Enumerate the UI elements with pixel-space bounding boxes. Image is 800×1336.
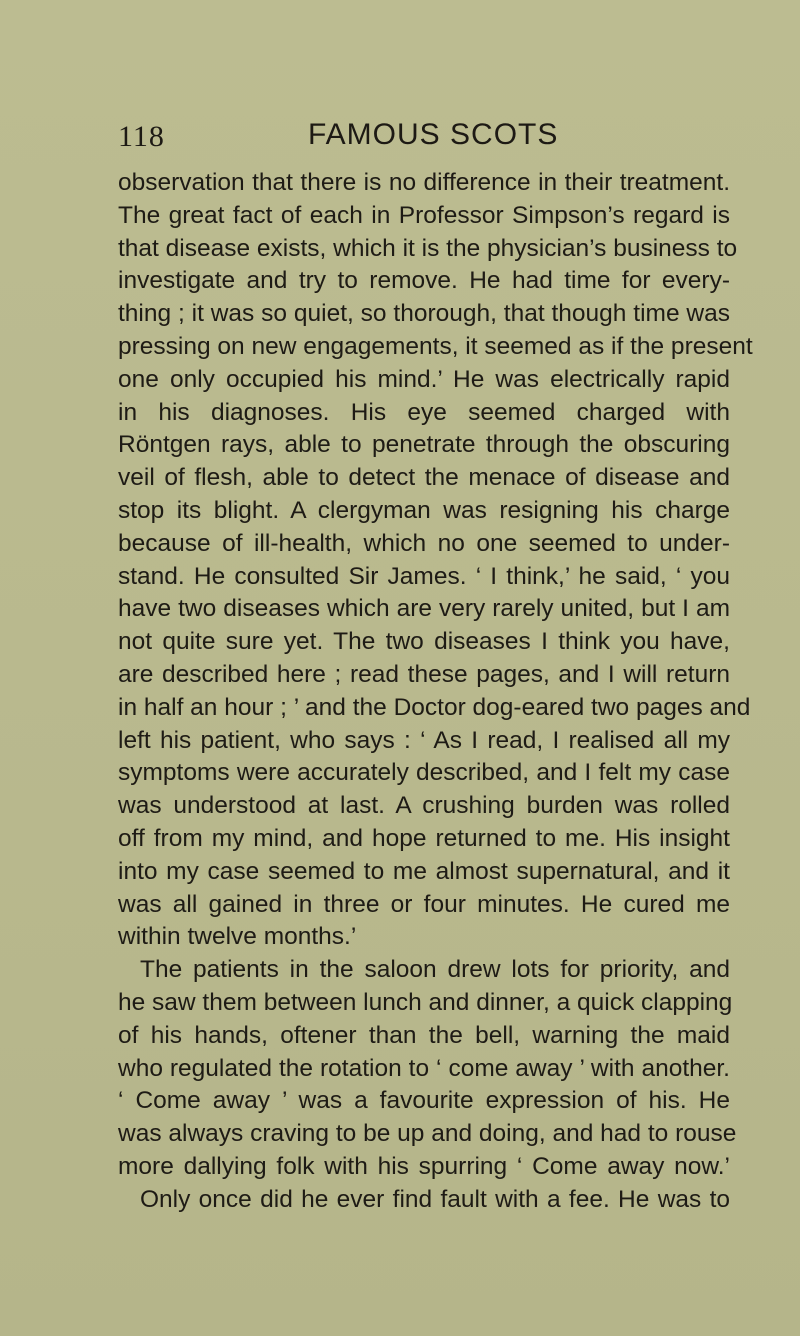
text-line: more dallying folk with his spurring ‘ Come away now.’ [118,1152,730,1180]
text-line: was all gained in three or four minutes. He cured me [118,890,730,918]
page-number: 118 [118,120,165,153]
text-line: Röntgen rays, able to penetrate through the obscuring [118,431,730,459]
text-line: ‘ Come away ’ was a favourite expression of his. He [118,1087,730,1115]
text-line: he saw them between lunch and dinner, a quick clapping [118,988,733,1016]
text-line: not quite sure yet. The two diseases I think you have, [118,628,730,656]
text-line: pressing on new engagements, it seemed as if the present [118,332,753,360]
text-line: left his patient, who says : ‘ As I read, I realised all my [118,726,730,754]
text-line: veil of flesh, able to detect the menace of disease and [118,464,730,492]
text-line: thing ; it was so quiet, so thorough, that though time was [118,300,730,328]
text-line: have two diseases which are very rarely united, but I am [118,595,730,623]
page-header [118,118,728,158]
text-line: symptoms were accurately described, and I felt my case [118,759,730,787]
text-line: of his hands, oftener than the bell, warning the maid [118,1021,730,1049]
text-line: one only occupied his mind.’ He was electrically rapid [118,365,730,393]
text-line: investigate and try to remove. He had time for every- [118,267,730,295]
text-line: that disease exists, which it is the physician’s business to [118,234,738,262]
text-line: are described here ; read these pages, and I will return [118,660,730,688]
running-title: FAMOUS SCOTS [308,118,559,151]
text-line: because of ill-health, which no one seemed to under- [118,529,730,557]
text-line: off from my mind, and hope returned to me. His insight [118,824,730,852]
text-line: Only once did he ever find fault with a fee. He was to [140,1185,730,1213]
text-line: stop its blight. A clergyman was resigning his charge [118,496,730,524]
text-line: stand. He consulted Sir James. ‘ I think,’ he said, ‘ you [118,562,730,590]
text-line: The great fact of each in Professor Simpson’s regard is [118,201,730,229]
text-line: in his diagnoses. His eye seemed charged with [118,398,730,426]
text-line: who regulated the rotation to ‘ come away ’ with another. [118,1054,730,1082]
body-text [118,167,753,1217]
text-line: in half an hour ; ’ and the Doctor dog-eared two pages and [118,693,751,721]
text-line: was understood at last. A crushing burden was rolled [118,792,730,820]
text-line: was always craving to be up and doing, and had to rouse [118,1120,737,1148]
text-line: observation that there is no difference in their treatment. [118,169,730,196]
text-line: into my case seemed to me almost supernatural, and it [118,857,730,885]
paragraph-start-line: The patients in the saloon drew lots for priority, and [140,956,730,984]
paragraph-end-line: within twelve months.’ [118,923,357,951]
